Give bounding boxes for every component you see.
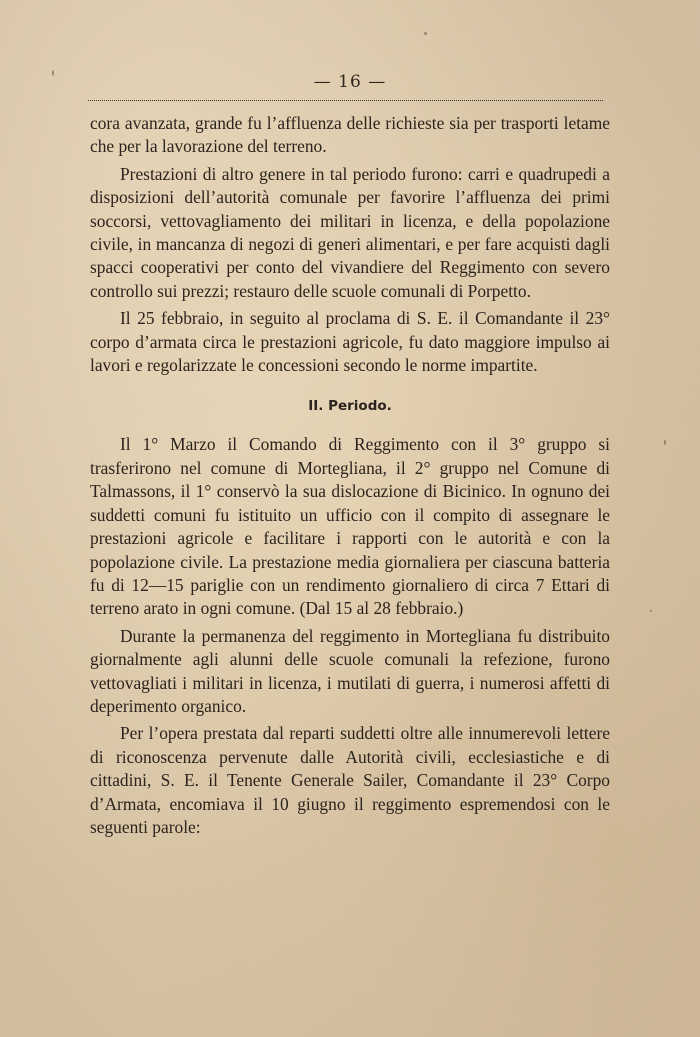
header-rule xyxy=(88,100,603,101)
paper-speck xyxy=(650,610,652,612)
paragraph: Il 25 febbraio, in seguito al proclama di S. E. il Comandante il 23° corpo d’armata circa le prestazioni agricole, fu dato maggiore impulso ai lavori e regolarizzate le concessioni secondo le norme impartite. xyxy=(90,308,610,376)
page-body xyxy=(90,112,610,839)
section-heading: II. Periodo. xyxy=(308,398,392,415)
paper-speck xyxy=(664,440,666,445)
paragraph: Il 1° Marzo il Comando di Reggimento con il 3° gruppo si trasferirono nel comune di Mortegliana, il 2° gruppo nel Comune di Talmassons, il 1° conservò la sua dislocazione di Bicinico. In ognuno dei suddetti comuni fu istituito un ufficio con il compito di assegnare le prestazioni agricole e facilitare i rapporti con le autorità e con la popolazione civile. La prestazione media giornaliera per ciascuna batteria fu di 12—15 pariglie con un rendimento giornaliero di circa 7 Ettari di terreno arato in ogni comune. (Dal 15 al 28 febbraio.) xyxy=(90,434,610,619)
paragraph: Durante la permanenza del reggimento in Mortegliana fu distribuito giornalmente agli alunni delle scuole comunali la refezione, furono vettovagliati i militari in licenza, i mutilati di guerra, i numerosi affetti di deperimento organico. xyxy=(90,625,610,716)
paragraph: cora avanzata, grande fu l’affluenza delle richieste sia per trasporti letame che per la lavorazione del terreno. xyxy=(90,113,610,157)
paragraph: Per l’opera prestata dal reparti suddetti oltre alle innumerevoli lettere di riconoscenza pervenute dalle Autorità civili, ecclesiastiche e di cittadini, S. E. il Tenente Generale Sailer, Comandante il 23° Corpo d’Armata, encomiava il 10 giugno il reggimento espremendosi con le seguenti parole: xyxy=(90,723,610,837)
page-number: — 16 — xyxy=(313,72,387,92)
paragraph: Prestazioni di altro genere in tal periodo furono: carri e quadrupedi a disposizioni dell’autorità comunale per favorire l’affluenza dei primi soccorsi, vettovagliamento dei militari in licenza, e della popolazione civile, in mancanza di negozi di generi alimentari, e per fare acquisti dagli spacci cooperativi per conto del vivandiere del Reggimento con severo controllo sui prezzi; restauro delle scuole comunali di Porpetto. xyxy=(90,163,610,301)
paper-speck xyxy=(424,32,427,35)
